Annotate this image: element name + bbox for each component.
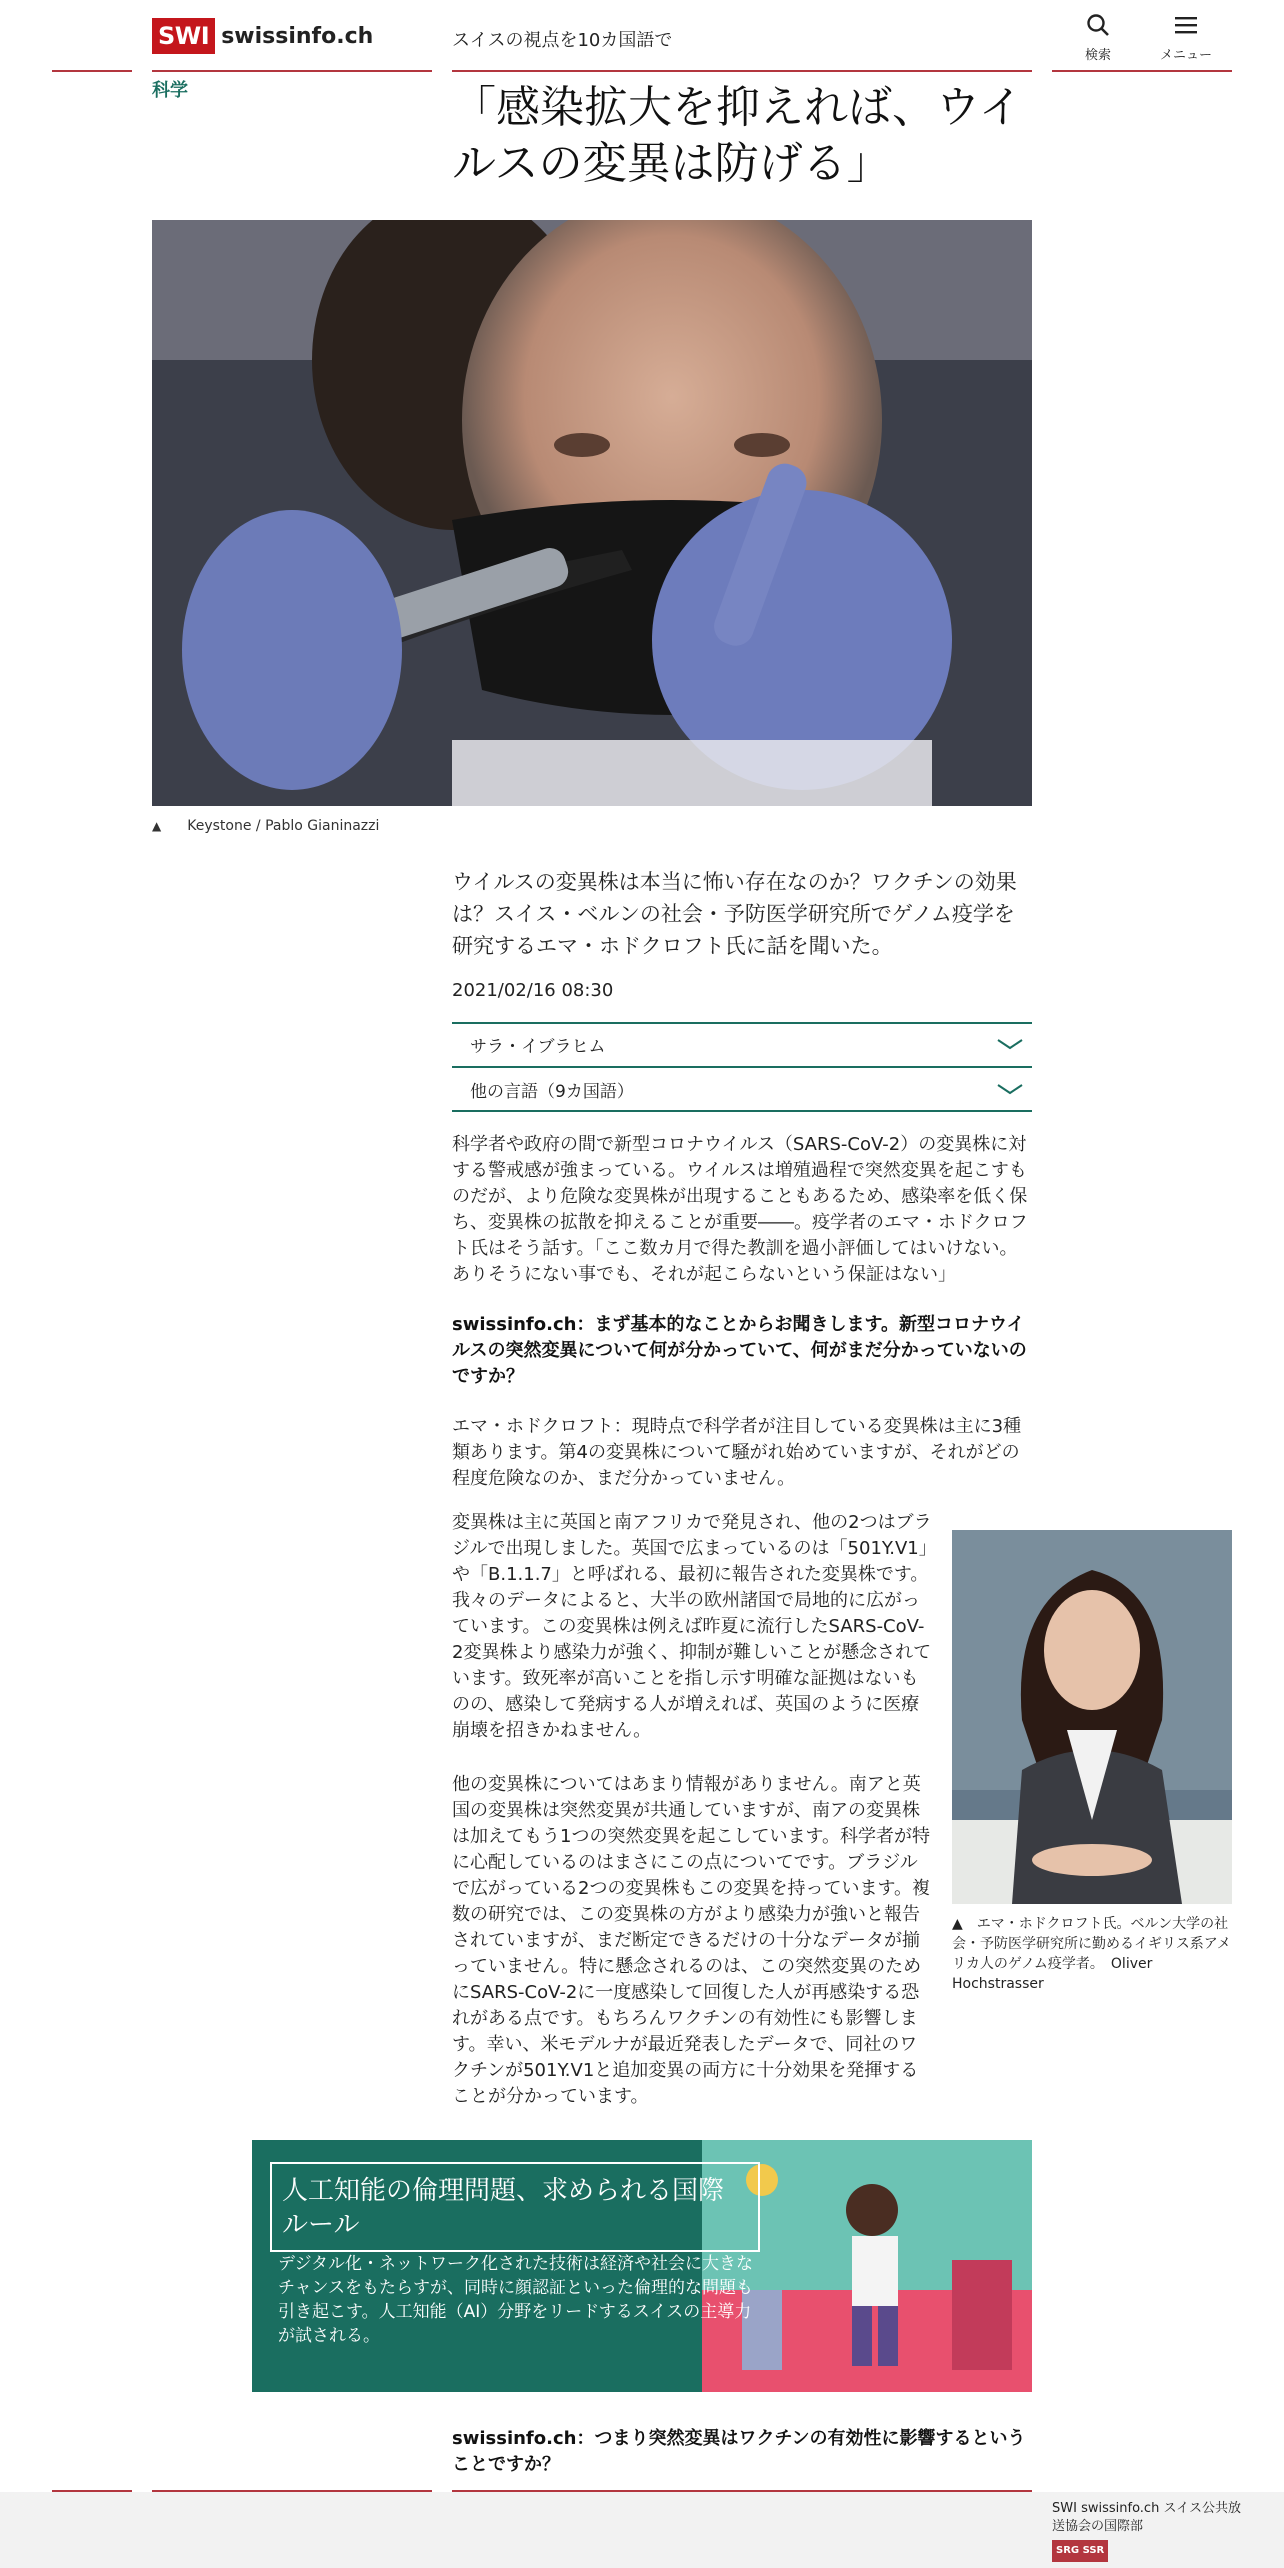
languages-label: 他の言語（9カ国語）: [470, 1081, 634, 1102]
logo-text: swissinfo.ch: [221, 23, 374, 49]
header-divider: [452, 70, 1032, 72]
menu-label: メニュー: [1159, 48, 1212, 63]
hero-caption: [152, 818, 379, 834]
chevron-down-icon: [996, 1082, 1024, 1096]
languages-accordion[interactable]: [452, 1066, 1032, 1112]
logo-badge: SWI: [152, 18, 215, 54]
header-divider: [1052, 70, 1232, 72]
author-name: サラ・イブラヒム: [470, 1036, 606, 1057]
search-icon: [1085, 12, 1111, 38]
interview-question: swissinfo.ch：つまり突然変異はワクチンの有効性に影響するということですか？: [452, 2428, 1026, 2475]
portrait-credit: Oliver Hochstrasser: [952, 1956, 1153, 1992]
teaser-title: 人工知能の倫理問題、求められる国際ルール: [270, 2162, 760, 2252]
body-paragraph: 科学者や政府の間で新型コロナウイルス（SARS-CoV-2）の変異株に対する警戒感が強まっている。ウイルスは増殖過程で突然変異を起こすものだが、より危険な変異株が出現することもあるため、感染率を低く保ち、変異株の拡散を抑えることが重要――。疫学者のエマ・ホドクロフト氏はそう話す。「ここ数カ月で得た教訓を過小評価してはいけない。ありそうにない事でも、それが起こらないという保証はない」: [452, 1134, 1028, 1285]
menu-button[interactable]: [1146, 12, 1226, 63]
interview-question: swissinfo.ch：まず基本的なことからお聞きします。新型コロナウイルスの突然変異について何が分かっていて、何がまだ分かっていないのですか？: [452, 1314, 1027, 1387]
footer-divider: [452, 2490, 1032, 2492]
portrait-caption-text: エマ・ホドクロフト氏。ベルン大学の社会・予防医学研究所に勤めるイギリス系アメリカ人のゲノム疫学者。: [952, 1916, 1231, 1972]
header-divider: [52, 70, 132, 72]
hero-image: [152, 220, 1032, 806]
article-lead: ウイルスの変異株は本当に怖い存在なのか？ワクチンの効果は？スイス・ベルンの社会・予防医学研究所でゲノム疫学を研究するエマ・ホドクロフト氏に話を聞いた。: [452, 870, 1017, 958]
body-paragraph: 他の変異株についてはあまり情報がありません。南アと英国の変異株は突然変異が共通していますが、南アの変異株は加えてもう1つの突然変異を起こしています。科学者が特に心配しているのはまさにこの点についてです。ブラジルで広がっている2つの変異株もこの変異を持っています。複数の研究では、この変異株の方がより感染力が強いと報告されていますが、まだ断定できるだけの十分なデータが揃っていません。特に懸念されるのは、この突然変異のためにSARS-CoV-2に一度感染して回復した人が再感染する恐れがある点です。もちろんワクチンの有効性にも影響します。幸い、米モデルナが最近発表したデータで、同社のワクチンが501Y.V1と追加変異の両方に十分効果を発揮することが分かっています。: [452, 1774, 931, 2107]
chevron-down-icon: [996, 1037, 1024, 1051]
body-paragraph: エマ・ホドクロフト：現時点で科学者が注目している変異株は主に3種類あります。第4の変異株について騒がれ始めていますが、それがどの程度危険なのか、まだ分かっていません。: [452, 1416, 1022, 1489]
footer-org[interactable]: [1052, 2500, 1242, 2562]
hamburger-icon: [1173, 12, 1199, 38]
header-divider: [152, 70, 432, 72]
footer-divider: [152, 2490, 432, 2492]
site-logo[interactable]: [152, 18, 373, 54]
search-button[interactable]: [1058, 12, 1138, 63]
caption-marker-icon: ▲: [952, 1916, 963, 1932]
caption-marker-icon: ▲: [152, 819, 162, 833]
article-title: 「感染拡大を抑えれば、ウイルスの変異は防げる」: [452, 82, 1023, 189]
hero-credit: Keystone / Pablo Gianinazzi: [187, 818, 380, 834]
portrait-image: [952, 1530, 1232, 1904]
body-paragraph: 変異株は主に英国と南アフリカで発見され、他の2つはブラジルで出現しました。英国で広まっているのは「501Y.V1」や「B.1.1.7」と呼ばれる、最初に報告された変異株です。我々のデータによると、大半の欧州諸国で局地的に広がっています。この変異株は例えば昨夏に流行したSARS-CoV-2変異株より感染力が強く、抑制が難しいことが懸念されています。致死率が高いことを指し示す明確な証拠はないものの、感染して発病する人が増えれば、英国のように医療崩壊を招きかねません。: [452, 1512, 932, 1741]
search-label: 検索: [1084, 48, 1111, 63]
portrait-illustration: [952, 1530, 1232, 1904]
footer-divider: [52, 2490, 132, 2492]
publish-date: 2021/02/16 08:30: [452, 980, 614, 1001]
hero-photo-illustration: [152, 220, 1032, 806]
related-article-teaser[interactable]: [252, 2140, 1032, 2392]
teaser-text: デジタル化・ネットワーク化された技術は経済や社会に大きなチャンスをもたらすが、同時に顔認証といった倫理的な問題も引き起こす。人工知能（AI）分野をリードするスイスの主導力が試される。: [278, 2254, 753, 2346]
category-link[interactable]: 科学: [152, 80, 188, 101]
author-accordion[interactable]: [452, 1022, 1032, 1064]
footer-org-text: SWI swissinfo.ch スイス公共放送協会の国際部: [1052, 2501, 1242, 2534]
srg-ssr-badge: SRG SSR: [1052, 2540, 1108, 2562]
portrait-caption: [952, 1914, 1234, 1994]
site-tagline: スイスの視点を10カ国語で: [452, 30, 673, 51]
